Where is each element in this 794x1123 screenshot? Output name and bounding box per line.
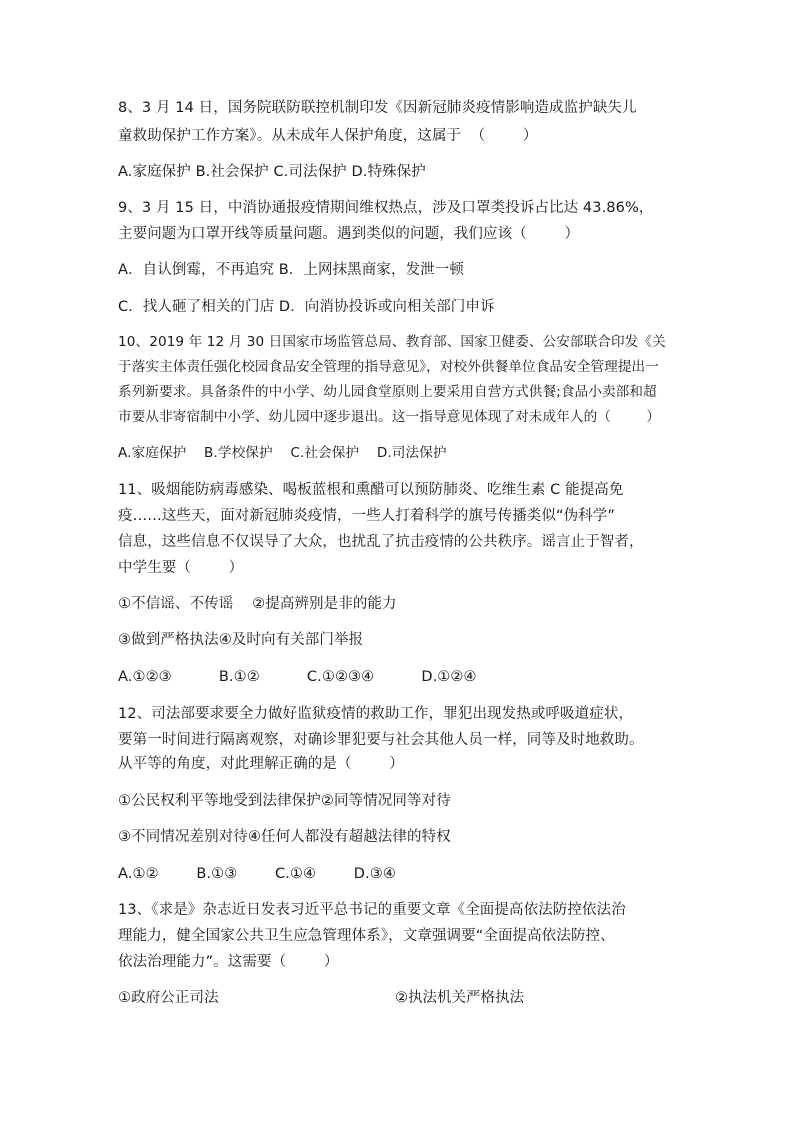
q10-stem-line-2: 于落实主体责任强化校园食品安全管理的指导意见》，对校外供餐单位食品安全管理提出一 (118, 359, 659, 375)
q12-options: A.①② B.①③ C.①④ D.③④ (118, 866, 396, 882)
q13-choice-left: ①政府公正司法 (118, 990, 219, 1006)
q13-stem-line-1: 13、《求是》杂志近日发表习近平总书记的重要文章《全面提高依法防控依法治 (118, 902, 626, 918)
q12-stem-line-1: 12、司法部要求要全力做好监狱疫情的救助工作，罪犯出现发热或呼吸道症状， (118, 706, 634, 722)
q11-stem-line-3: 信息，这些信息不仅误导了大众，也扰乱了抗击疫情的公共秩序。谣言止于智者， (118, 534, 644, 550)
q10-options: A.家庭保护 B.学校保护 C.社会保护 D.司法保护 (118, 445, 447, 461)
q12-choice-line-1: ①公民权利平等地受到法律保护②同等情况同等对待 (118, 793, 451, 809)
q11-stem-line-1: 11、吸烟能防病毒感染、喝板蓝根和熏醋可以预防肺炎、吃维生素 C 能提高免 (118, 482, 624, 498)
q9-stem-line-1: 9、3 月 15 日，中消协通报疫情期间维权热点，涉及口罩类投诉占比达 43.86%， (118, 200, 654, 216)
q9-stem-line-2: 主要问题为口罩开线等质量问题。遇到类似的问题，我们应该（ ） (118, 226, 580, 242)
q11-stem-line-2: 疫……这些天，面对新冠肺炎疫情，一些人打着科学的旗号传播类似“伪科学” (118, 508, 616, 524)
q13-stem-line-3: 依法治理能力”。这需要（ ） (118, 954, 339, 970)
q11-stem-line-4: 中学生要（ ） (118, 560, 244, 576)
q10-stem-line-1: 10、2019 年 12 月 30 日国家市场监管总局、教育部、国家卫健委、公安部联合印发《关 (118, 334, 666, 350)
q8-stem-line-1: 8、3 月 14 日，国务院联防联控机制印发《因新冠肺炎疫情影响造成监护缺失儿 (118, 100, 637, 116)
q8-options: A.家庭保护 B.社会保护 C.司法保护 D.特殊保护 (118, 164, 426, 180)
q8-stem-line-2: 童救助保护工作方案》。从未成年人保护角度，这属于 （ ） (118, 128, 538, 144)
q11-options: A.①②③ B.①② C.①②③④ D.①②④ (118, 669, 477, 685)
q13-choice-right: ②执法机关严格执法 (395, 990, 524, 1006)
q12-choice-line-2: ③不同情况差别对待④任何人都没有超越法律的特权 (118, 829, 451, 845)
q13-stem-line-2: 理能力，健全国家公共卫生应急管理体系》，文章强调要“全面提高依法防控、 (118, 928, 615, 944)
q9-options-line-2: C．找人砸了相关的门店 D．向消协投诉或向相关部门申诉 (118, 299, 495, 315)
q12-stem-line-3: 从平等的角度，对此理解正确的是（ ） (118, 756, 404, 772)
q9-options-line-1: A．自认倒霉，不再追究 B．上网抹黑商家，发泄一顿 (118, 262, 464, 278)
q12-stem-line-2: 要第一时间进行隔离观察，对确诊罪犯要与社会其他人员一样，同等及时地救助。 (118, 732, 644, 748)
q11-choice-line-2: ③做到严格执法④及时向有关部门举报 (118, 632, 364, 648)
q11-choice-line-1: ①不信谣、不传谣 ②提高辨别是非的能力 (118, 596, 397, 612)
q10-stem-line-4: 市要从非寄宿制中小学、幼儿园中逐步退出。这一指导意见体现了对未成年人的（ ） (118, 409, 661, 425)
q10-stem-line-3: 系列新要求。具备条件的中小学、幼儿园食堂原则上要采用自营方式供餐;食品小卖部和超 (118, 384, 657, 400)
